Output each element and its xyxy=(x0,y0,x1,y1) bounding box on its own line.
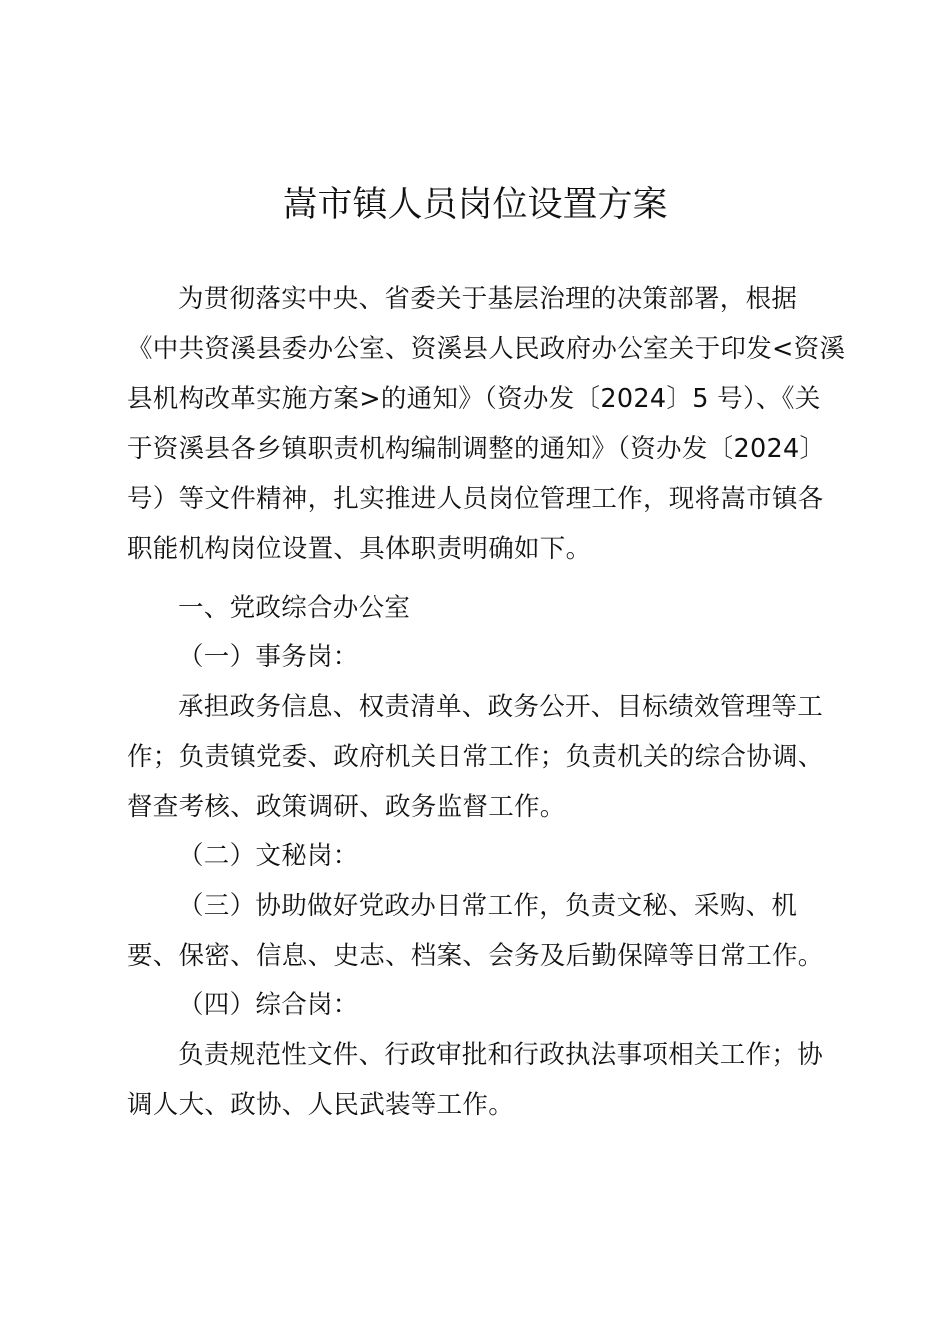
post-description xyxy=(127,881,833,981)
intro-line: 职能机构岗位设置、具体职责明确如下。 xyxy=(127,534,592,564)
intro-line: 县机构改革实施方案>的通知》（资办发〔2024〕5 号）、《关 xyxy=(127,384,821,414)
post-heading xyxy=(127,632,833,682)
intro-line: 于资溪县各乡镇职责机构编制调整的通知》（资办发〔2024〕 xyxy=(127,434,826,464)
post-description-line: 作；负责镇党委、政府机关日常工作；负责机关的综合协调、 xyxy=(127,742,824,772)
post-description xyxy=(127,1030,833,1130)
post-description-line: 负责规范性文件、行政审批和行政执法事项相关工作；协 xyxy=(178,1040,824,1070)
section-heading-text: 一、党政综合办公室 xyxy=(178,593,411,623)
intro-line: 为贯彻落实中央、省委关于基层治理的决策部署，根据 xyxy=(178,284,798,314)
intro-line: 《中共资溪县委办公室、资溪县人民政府办公室关于印发<资溪 xyxy=(127,334,846,364)
post-description-line: （三）协助做好党政办日常工作，负责文秘、采购、机 xyxy=(178,891,798,921)
post-description-line: 要、保密、信息、史志、档案、会务及后勤保障等日常工作。 xyxy=(127,941,824,971)
post-heading-text: （四）综合岗： xyxy=(178,990,359,1020)
post-heading-text: （一）事务岗： xyxy=(178,642,359,672)
section-heading xyxy=(127,583,833,633)
post-description-line: 承担政务信息、权责清单、政务公开、目标绩效管理等工 xyxy=(178,692,824,722)
post-description-line: 调人大、政协、人民武装等工作。 xyxy=(127,1090,515,1120)
post-heading xyxy=(127,980,833,1030)
intro-line: 号）等文件精神，扎实推进人员岗位管理工作，现将嵩市镇各 xyxy=(127,484,824,514)
intro-paragraph xyxy=(127,274,846,574)
page-title: 嵩市镇人员岗位设置方案 xyxy=(282,185,668,225)
post-heading-text: （二）文秘岗： xyxy=(178,841,359,871)
post-description xyxy=(127,682,833,832)
post-heading xyxy=(127,831,833,881)
post-description-line: 督查考核、政策调研、政务监督工作。 xyxy=(127,792,566,822)
